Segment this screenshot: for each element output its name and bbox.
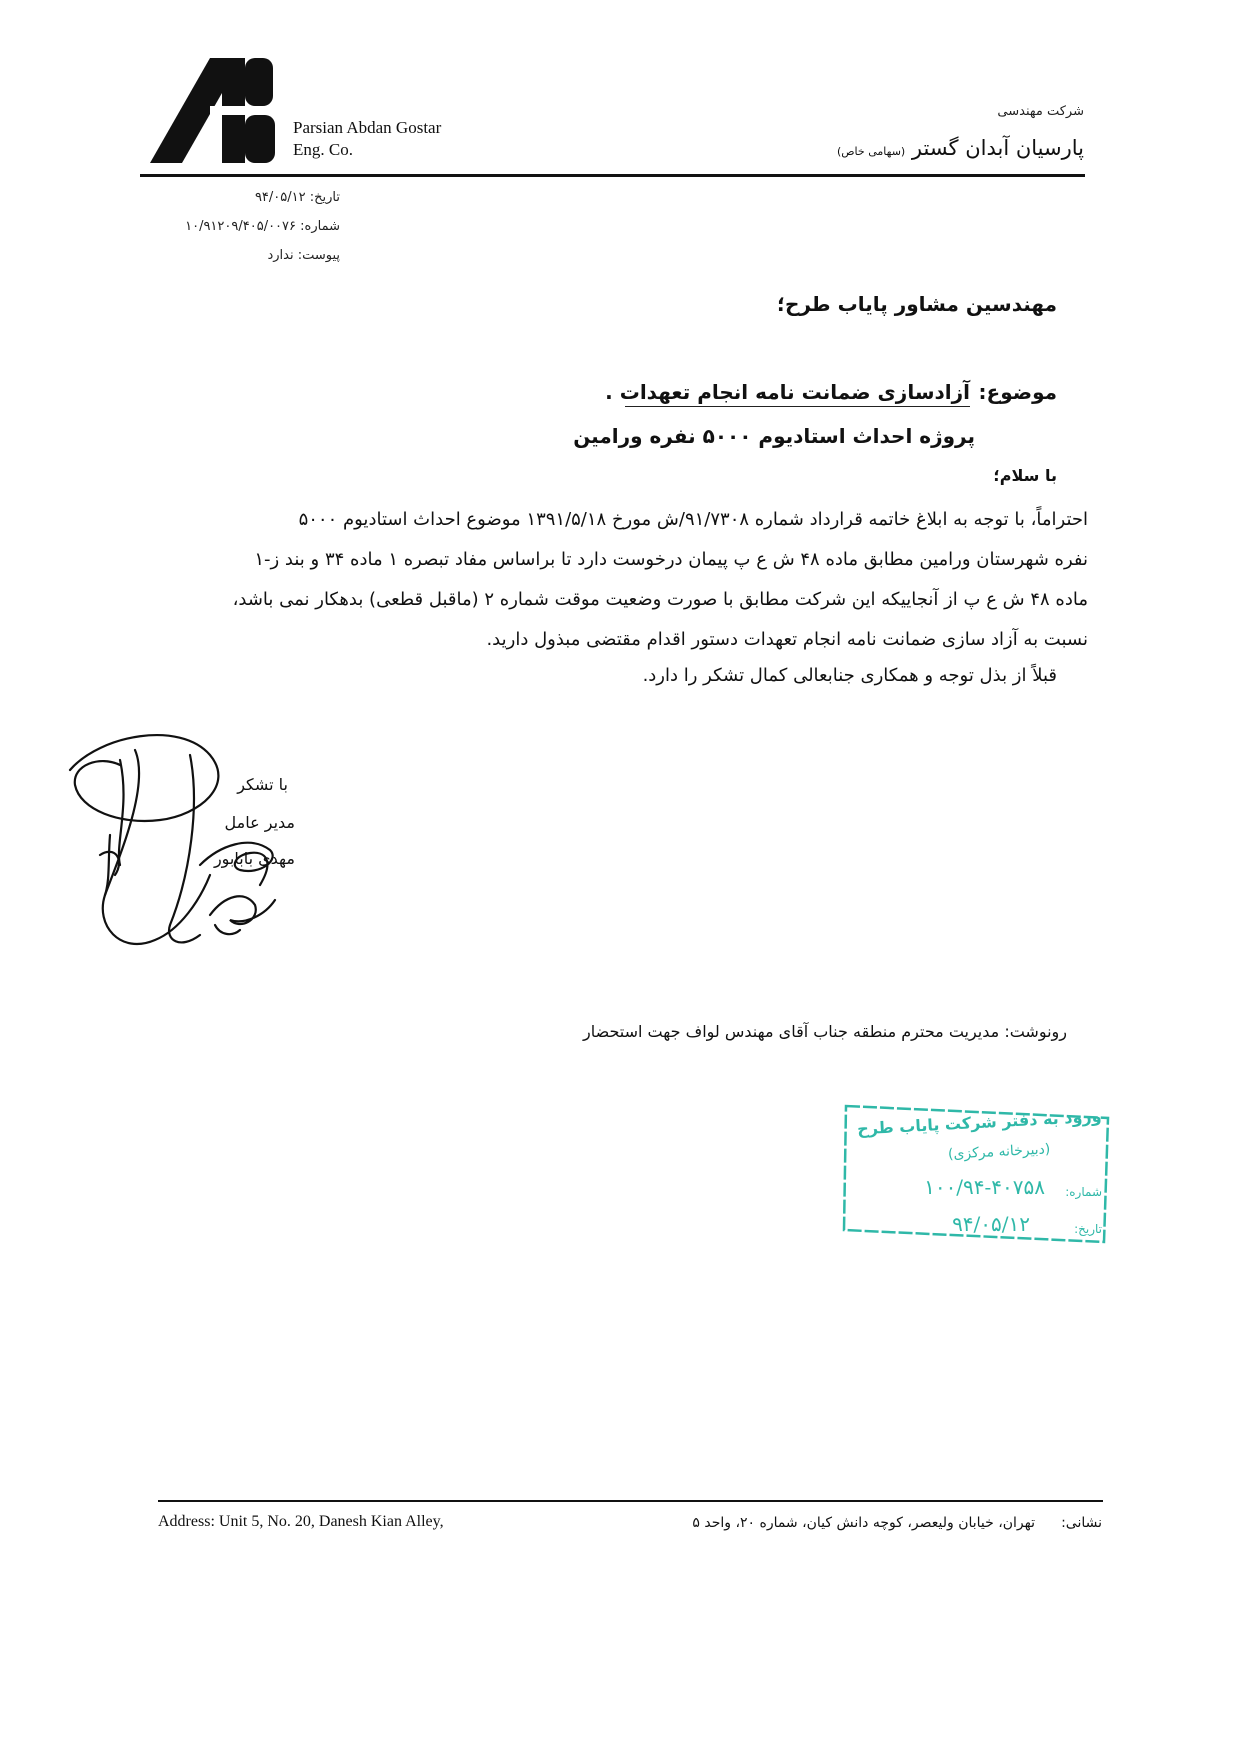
letter-number: شماره: ۱۰/۹۱۲۰۹/۴۰۵/۰۰۷۶ <box>185 219 340 234</box>
footer-address-english: Address: Unit 5, No. 20, Danesh Kian Alley, <box>158 1513 444 1530</box>
stamp-title: ورود به دفتر شرکت پایاب طرح <box>857 1106 1103 1139</box>
company-type-persian: شرکت مهندسی <box>997 104 1084 119</box>
stamp-number-value: ۱۰۰/۹۴-۴۰۷۵۸ <box>924 1175 1045 1199</box>
greeting: با سلام؛ <box>993 466 1057 485</box>
subject-project: پروژه احداث استادیوم ۵۰۰۰ نفره ورامین <box>573 424 975 448</box>
body-line: ماده ۴۸ ش ع پ از آنجاییکه این شرکت مطابق با صورت وضعیت موقت شماره ۲ (ماقبل قطعی) بدهکار نمی باشد، <box>232 589 1088 610</box>
company-logo <box>150 58 285 163</box>
carbon-copy: رونوشت: مدیریت محترم منطقه جناب آقای مهندس لواف جهت استحضار <box>582 1022 1067 1041</box>
signature-title: مدیر عامل <box>224 813 295 832</box>
stamp-date-value: ۹۴/۰۵/۱۲ <box>952 1212 1030 1236</box>
footer-divider <box>158 1500 1103 1502</box>
company-name-persian <box>837 136 1084 160</box>
stamp-number-label: شماره: <box>1065 1185 1102 1199</box>
body-line: نسبت به آزاد سازی ضمانت نامه انجام تعهدات دستور اقدام مقتضی مبذول دارید. <box>486 629 1088 650</box>
header-divider <box>140 174 1085 177</box>
company-name-en-line2: Eng. Co. <box>293 140 353 159</box>
body-line: نفره شهرستان ورامین مطابق ماده ۴۸ ش ع پ پیمان درخوست دارد تا براساس مفاد تبصره ۱ ماده ۳۴ و بند ز-۱ <box>254 549 1088 570</box>
letter-attachment: پیوست: ندارد <box>267 248 340 263</box>
signature-name: مهدی بابابور <box>213 849 295 868</box>
subject-label: موضوع: <box>978 380 1057 404</box>
footer-address-persian: تهران، خیابان ولیعصر، کوچه دانش کیان، شماره ۲۰، واحد ۵ <box>692 1515 1035 1531</box>
company-suffix-fa: (سهامی خاص) <box>836 145 906 158</box>
signature-thanks: با تشکر <box>237 775 288 794</box>
stamp-date-label: تاریخ: <box>1074 1222 1102 1236</box>
body-line: احتراماً، با توجه به ابلاغ خاتمه قرارداد شماره ۹۱/۷۳۰۸/ش مورخ ۱۳۹۱/۵/۱۸ موضوع احداث استادیوم ۵۰۰۰ <box>298 509 1088 530</box>
company-name-english <box>293 117 441 161</box>
addressee: مهندسین مشاور پایاب طرح؛ <box>776 292 1057 316</box>
subject-text: آزادسازی ضمانت نامه انجام تعهدات . <box>625 380 970 407</box>
letter-date: تاریخ: ۹۴/۰۵/۱۲ <box>254 190 340 205</box>
closing-line: قبلاً از بذل توجه و همکاری جنابعالی کمال تشکر را دارد. <box>642 665 1057 686</box>
footer-address-label: نشانی: <box>1061 1515 1102 1531</box>
handwritten-signature <box>60 725 320 965</box>
stamp-subtitle: (دبیرخانه مرکزی) <box>947 1141 1051 1163</box>
letter-body <box>138 500 1088 660</box>
company-name-fa: پارسیان آبدان گستر <box>911 136 1084 160</box>
company-name-en-line1: Parsian Abdan Gostar <box>293 118 442 137</box>
